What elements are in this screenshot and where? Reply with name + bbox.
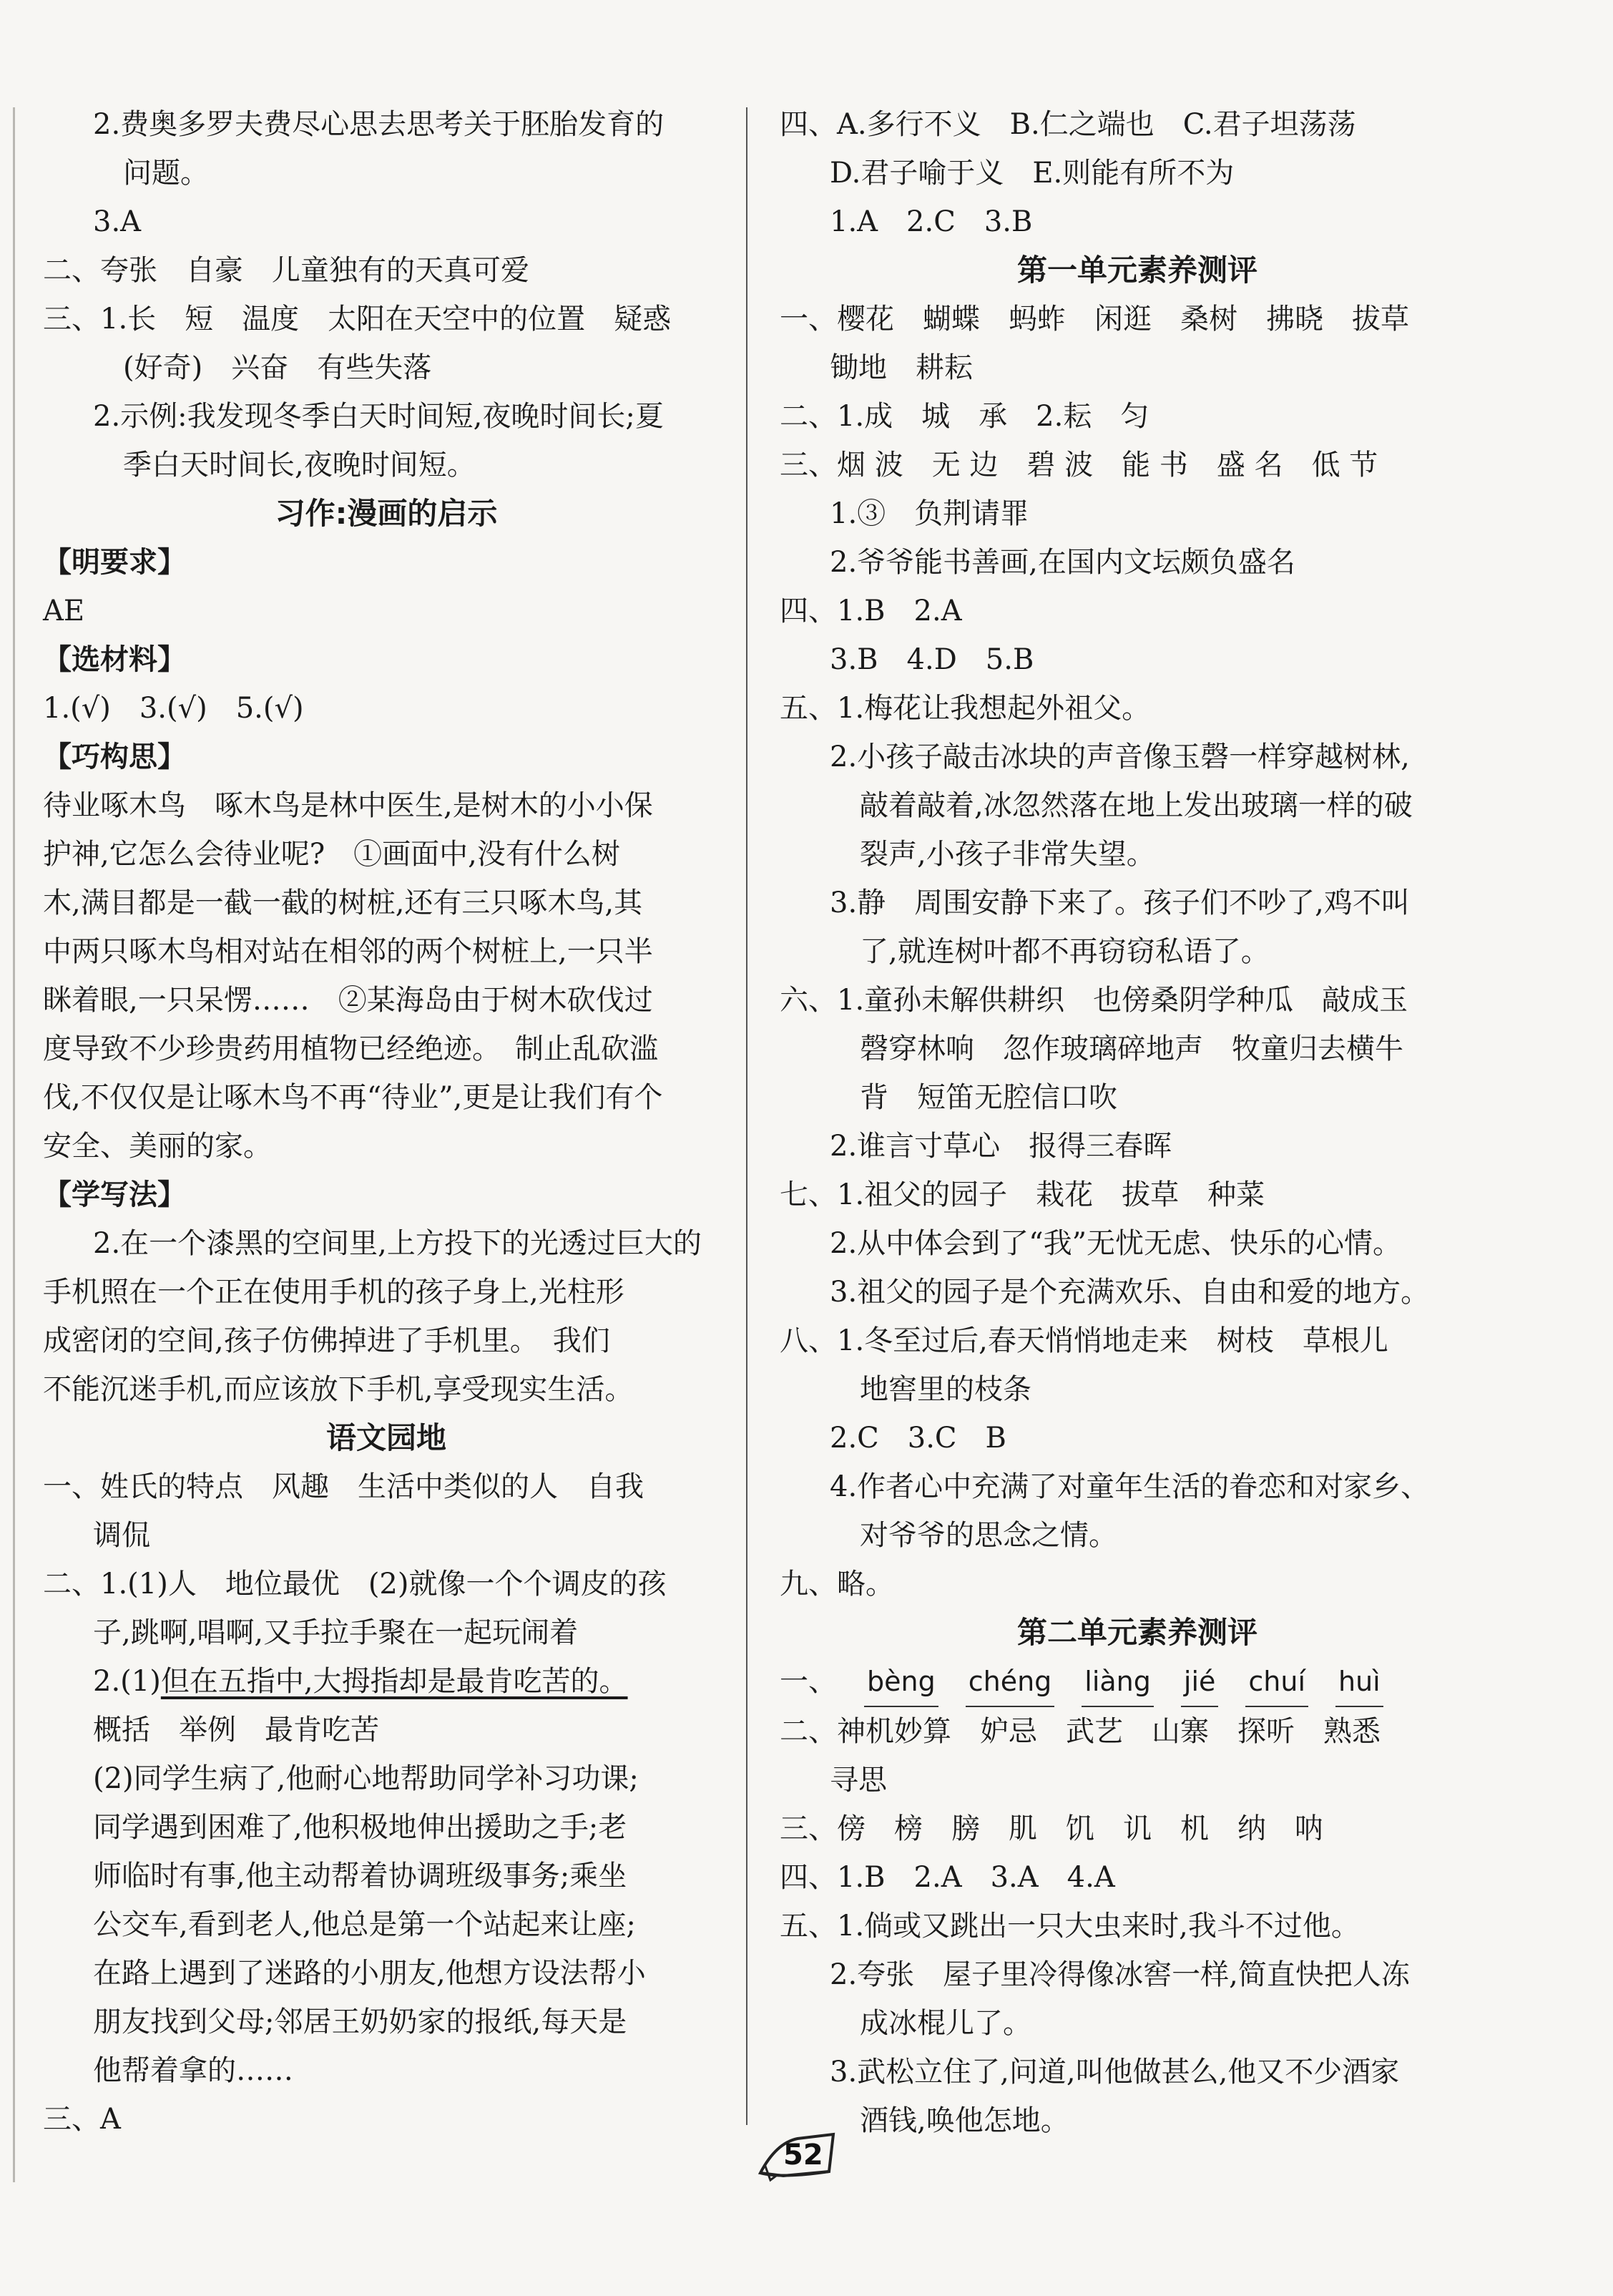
section-tag: 【明要求】: [43, 546, 186, 579]
answer-line: 2.示例:我发现冬季白天时间短,夜晚时间长;夏: [93, 400, 664, 433]
answer-line: 概括 举例 最肯吃苦: [93, 1714, 379, 1747]
answer-line: 3.祖父的园子是个充满欢乐、自由和爱的地方。: [830, 1276, 1430, 1309]
answer-line: 1.(√) 3.(√) 5.(√): [43, 692, 304, 725]
answer-line: 九、略。: [780, 1568, 894, 1601]
answer-line: AE: [43, 595, 85, 627]
answer-line: 六、1.童孙未解供耕织 也傍桑阴学种瓜 敲成玉: [780, 984, 1408, 1017]
answer-line: 眯着眼,一只呆愣…… ②某海岛由于树木砍伐过: [43, 984, 653, 1017]
answer-line: 一、姓氏的特点 风趣 生活中类似的人 自我: [43, 1470, 644, 1503]
answer-line: 裂声,小孩子非常失望。: [860, 838, 1155, 871]
section-heading: 第一单元素养测评: [1016, 253, 1257, 288]
answer-line: 安全、美丽的家。: [43, 1130, 272, 1163]
answer-line: 2.谁言寸草心 报得三春晖: [830, 1130, 1172, 1163]
right-column: [780, 100, 1495, 2145]
page-number-badge: [755, 2129, 840, 2186]
answer-line: 2.爷爷能书善画,在国内文坛颇负盛名: [830, 546, 1295, 579]
answer-line: 季白天时间长,夜晚时间短。: [123, 449, 476, 482]
answer-line: 问题。: [123, 157, 209, 190]
page-number: 52: [783, 2139, 823, 2172]
answer-line: 锄地 耕耘: [830, 351, 973, 384]
answer-line: 2.从中体会到了“我”无忧无虑、快乐的心情。: [830, 1227, 1402, 1260]
answer-line: 地窖里的枝条: [860, 1373, 1031, 1406]
answer-line: 他帮着拿的……: [93, 2054, 293, 2087]
answer-line: 手机照在一个正在使用手机的孩子身上,光柱形: [43, 1276, 624, 1309]
answer-line: D.君子喻于义 E.则能有所不为: [830, 157, 1235, 190]
answer-line: 敲着敲着,冰忽然落在地上发出玻璃一样的破: [860, 789, 1413, 822]
section-heading: 第二单元素养测评: [1016, 1615, 1257, 1650]
answer-line: 二、神机妙算 妒忌 武艺 山寨 探听 熟悉: [780, 1715, 1381, 1748]
answer-line: 不能沉迷手机,而应该放下手机,享受现实生活。: [43, 1373, 634, 1406]
answer-line: 子,跳啊,唱啊,又手拉手聚在一起玩闹着: [93, 1616, 579, 1649]
answer-line: 师临时有事,他主动帮着协调班级事务;乘坐: [93, 1860, 627, 1892]
answer-line: 四、A.多行不义 B.仁之端也 C.君子坦荡荡: [780, 108, 1356, 141]
answer-line: 酒钱,唤他怎地。: [860, 2104, 1069, 2137]
answer-line: 在路上遇到了迷路的小朋友,他想方设法帮小: [93, 1957, 646, 1990]
answer-line: 了,就连树叶都不再窃窃私语了。: [860, 935, 1270, 968]
answer-line: 三、A: [43, 2103, 121, 2136]
answer-line: 五、1.梅花让我想起外祖父。: [780, 692, 1151, 725]
pinyin-answer: bèng: [864, 1657, 938, 1707]
answer-line: 2.在一个漆黑的空间里,上方投下的光透过巨大的: [93, 1227, 702, 1260]
answer-line: 朋友找到父母;邻居王奶奶家的报纸,每天是: [93, 2006, 627, 2038]
answer-line: 三、烟 波 无 边 碧 波 能 书 盛 名 低 节: [780, 449, 1378, 482]
answer-line: 2.夸张 屋子里冷得像冰窖一样,简直快把人冻: [830, 1958, 1410, 1991]
answer-line: 中两只啄木鸟相对站在相邻的两个树桩上,一只半: [43, 935, 653, 968]
answer-line: 公交车,看到老人,他总是第一个站起来让座;: [93, 1908, 636, 1941]
answer-line: 3.静 周围安静下来了。孩子们不吵了,鸡不叫: [830, 886, 1410, 919]
answer-line: 待业啄木鸟 啄木鸟是林中医生,是树木的小小保: [43, 789, 653, 822]
answer-line: 二、1.成 城 承 2.耘 匀: [780, 400, 1149, 433]
answer-line: 1.③ 负荆请罪: [830, 497, 1029, 530]
column-divider: [746, 107, 747, 2125]
answer-line: (2)同学生病了,他耐心地帮助同学补习功课;: [93, 1762, 639, 1795]
answer-line: 木,满目都是一截一截的树桩,还有三只啄木鸟,其: [43, 886, 643, 919]
pinyin-answer: chéng: [966, 1657, 1055, 1707]
section-tag: 【学写法】: [43, 1178, 186, 1211]
section-tag: 【选材料】: [43, 643, 186, 676]
answer-line: 成冰棍儿了。: [860, 2007, 1031, 2040]
answer-line: 三、傍 榜 膀 肌 饥 讥 机 纳 呐: [780, 1812, 1323, 1845]
answer-line: 伐,不仅仅是让啄木鸟不再“待业”,更是让我们有个: [43, 1081, 663, 1114]
answer-line: 度导致不少珍贵药用植物已经绝迹。 制止乱砍滥: [43, 1032, 658, 1065]
section-tag: 【巧构思】: [43, 741, 186, 773]
answer-line: 3.武松立住了,问道,叫他做甚么,他又不少酒家: [830, 2056, 1400, 2089]
answer-line: 2.费奥多罗夫费尽心思去思考关于胚胎发育的: [93, 108, 665, 141]
answer-line: 对爷爷的思念之情。: [860, 1519, 1117, 1552]
pinyin-answer: jié: [1181, 1657, 1219, 1707]
answer-line: 一、樱花 蝴蝶 蚂蚱 闲逛 桑树 拂晓 拔草: [780, 303, 1409, 336]
answer-line: 五、1.倘或又跳出一只大虫来时,我斗不过他。: [780, 1910, 1360, 1943]
answer-line: 八、1.冬至过后,春天悄悄地走来 树枝 草根儿: [780, 1324, 1388, 1357]
answer-line: 同学遇到困难了,他积极地伸出援助之手;老: [93, 1811, 627, 1844]
answer-line: 七、1.祖父的园子 栽花 拔草 种菜: [780, 1178, 1265, 1211]
answer-line: 三、1.长 短 温度 太阳在天空中的位置 疑惑: [43, 303, 672, 336]
pinyin-prefix: 一、: [780, 1665, 837, 1698]
answer-line: 磬穿林响 忽作玻璃碎地声 牧童归去横牛: [860, 1032, 1403, 1065]
answer-line: 2.小孩子敲击冰块的声音像玉磬一样穿越树林,: [830, 741, 1410, 773]
answer-line: 2.(1)但在五指中,大拇指却是最肯吃苦的。: [93, 1665, 628, 1698]
scan-edge-shadow: [13, 107, 15, 2182]
section-heading: 习作:漫画的启示: [275, 496, 498, 531]
answer-line: [780, 1657, 1495, 1707]
answer-line: 3.A: [93, 205, 142, 238]
answer-line: 调侃: [93, 1519, 150, 1552]
answer-line: 1.A 2.C 3.B: [830, 205, 1033, 238]
pinyin-answer: chuí: [1245, 1657, 1308, 1707]
answer-line: 二、夸张 自豪 儿童独有的天真可爱: [43, 254, 529, 287]
answer-line: 4.作者心中充满了对童年生活的眷恋和对家乡、: [830, 1470, 1430, 1503]
underlined-sentence: 但在五指中,大拇指却是最肯吃苦的。: [160, 1665, 628, 1698]
answer-line: 四、1.B 2.A: [780, 595, 962, 627]
answer-line: 3.B 4.D 5.B: [830, 643, 1034, 676]
pinyin-answer: liàng: [1082, 1657, 1154, 1707]
answer-line: 成密闭的空间,孩子仿佛掉进了手机里。 我们: [43, 1324, 610, 1357]
answer-line: 背 短笛无腔信口吹: [860, 1081, 1117, 1114]
left-column: [43, 100, 730, 2144]
answer-line: 四、1.B 2.A 3.A 4.A: [780, 1861, 1115, 1894]
pinyin-answer: huì: [1335, 1657, 1383, 1707]
answer-line: 寻思: [830, 1764, 887, 1797]
answer-line: 二、1.(1)人 地位最优 (2)就像一个个调皮的孩: [43, 1568, 667, 1601]
section-heading: 语文园地: [325, 1420, 446, 1455]
answer-line: 2.C 3.C B: [830, 1422, 1006, 1455]
answer-line: 护神,它怎么会待业呢? ①画面中,没有什么树: [43, 838, 620, 871]
answer-line: (好奇) 兴奋 有些失落: [123, 351, 432, 384]
